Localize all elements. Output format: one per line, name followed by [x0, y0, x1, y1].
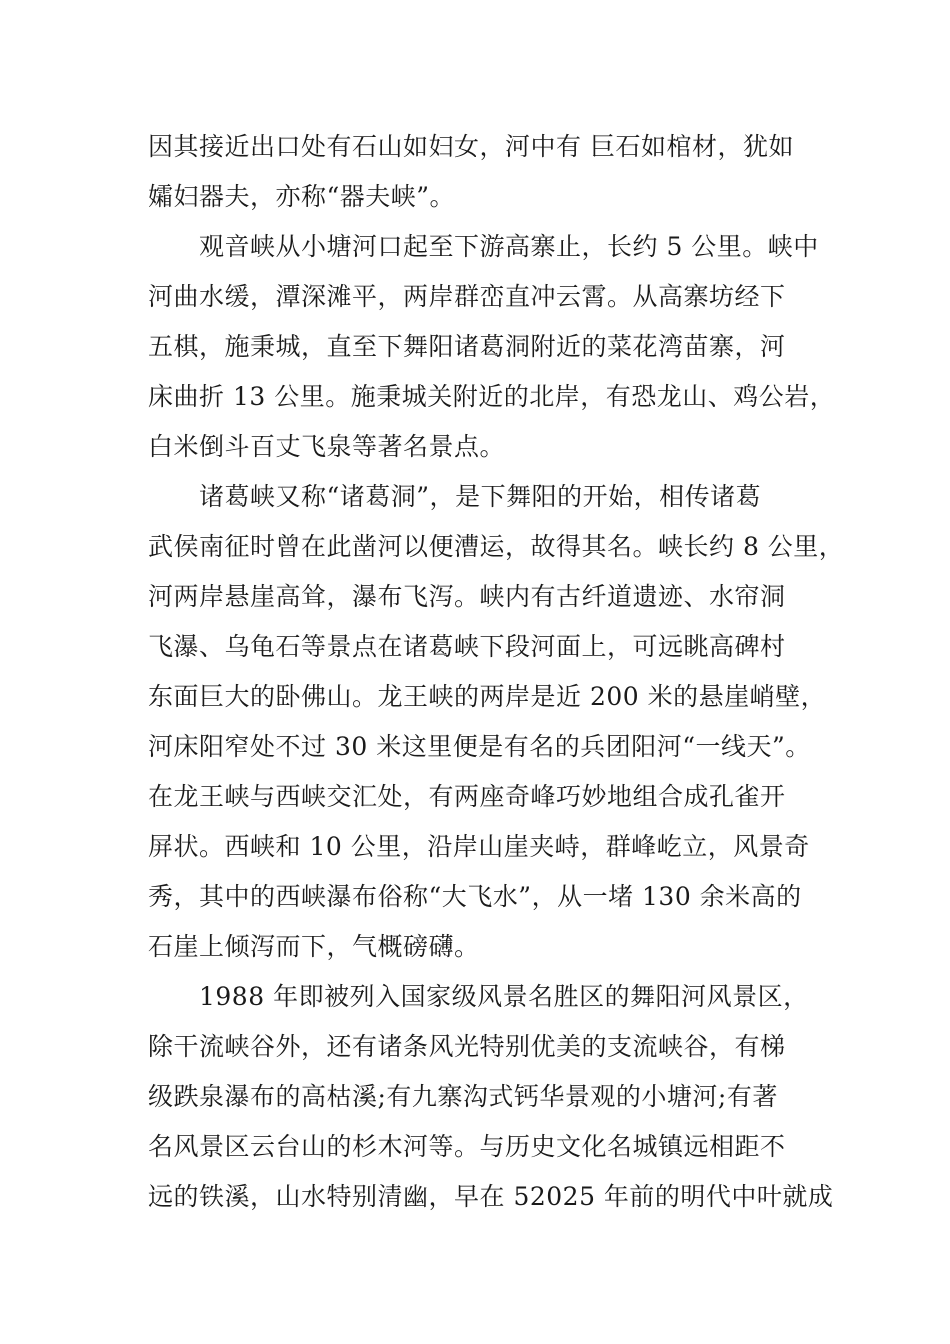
text-line: 除干流峡谷外，还有诸条风光特别优美的支流峡谷，有梯	[148, 1032, 786, 1061]
text-line: 孀妇器夫，亦称“器夫峡”。	[148, 182, 456, 211]
text-line: 五棋，施秉城，直至下舞阳诸葛洞附近的菜花湾苗寨，河	[148, 332, 786, 361]
text-line: 河床阳窄处不过 30 米这里便是有名的兵团阳河“一线天”。	[148, 732, 811, 761]
text-line: 河两岸悬崖高耸，瀑布飞泻。峡内有古纤道遗迹、水帘洞	[148, 582, 786, 611]
text-line: 武侯南征时曾在此凿河以便漕运，故得其名。峡长约 8 公里，	[148, 532, 845, 561]
text-line: 白米倒斗百丈飞泉等著名景点。	[148, 432, 506, 461]
text-line: 床曲折 13 公里。施秉城关附近的北岸，有恐龙山、鸡公岩，	[148, 382, 836, 411]
text-line: 远的铁溪，山水特别清幽，早在 52025 年前的明代中叶就成	[148, 1182, 834, 1211]
text-line: 在龙王峡与西峡交汇处，有两座奇峰巧妙地组合成孔雀开	[148, 782, 786, 811]
text-line: 诸葛峡又称“诸葛洞”，是下舞阳的开始，相传诸葛	[148, 482, 762, 511]
text-line: 观音峡从小塘河口起至下游高寨止，长约 5 公里。峡中	[148, 232, 819, 261]
text-line: 名风景区云台山的杉木河等。与历史文化名城镇远相距不	[148, 1132, 786, 1161]
text-line: 秀，其中的西峡瀑布俗称“大飞水”，从一堵 130 余米高的	[148, 882, 802, 911]
text-line: 飞瀑、乌龟石等景点在诸葛峡下段河面上，可远眺高碑村	[148, 632, 786, 661]
text-line: 河曲水缓，潭深滩平，两岸群峦直冲云霄。从高寨坊经下	[148, 282, 786, 311]
text-line: 石崖上倾泻而下，气概磅礴。	[148, 932, 480, 961]
text-line: 1988 年即被列入国家级风景名胜区的舞阳河风景区，	[148, 982, 809, 1011]
text-line: 屏状。西峡和 10 公里，沿岸山崖夹峙，群峰屹立，风景奇	[148, 832, 810, 861]
text-line: 级跌泉瀑布的高枯溪;有九寨沟式钙华景观的小塘河;有著	[148, 1082, 778, 1111]
text-line: 东面巨大的卧佛山。龙王峡的两岸是近 200 米的悬崖峭壁，	[148, 682, 827, 711]
text-line: 因其接近出口处有石山如妇女，河中有 巨石如棺材，犹如	[148, 132, 794, 161]
body-text	[148, 122, 845, 1222]
